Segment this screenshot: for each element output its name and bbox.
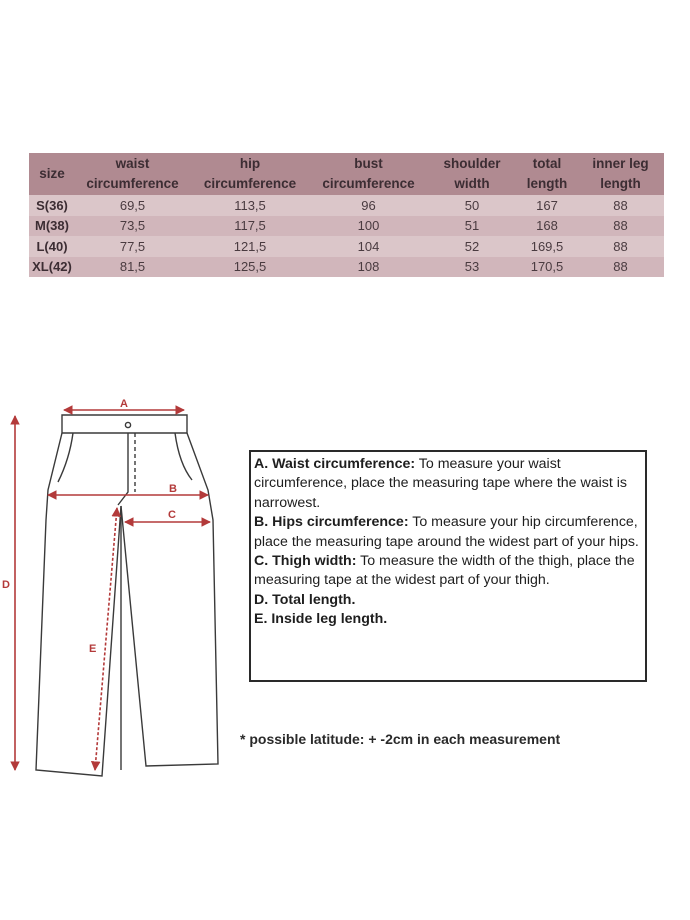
header-inner-leg: inner leg length [592,156,649,191]
header-size: size [39,166,65,181]
table-cell: 170,5 [530,259,564,275]
size-chart-header-row [29,153,664,195]
trousers-measurement-diagram [0,390,240,780]
table-cell: 88 [613,218,628,234]
label-c: C [168,509,176,521]
measure-lines [15,410,210,770]
table-cell: 77,5 [119,238,146,254]
label-d: D [2,579,10,591]
table-row [29,236,664,257]
table-cell: 51 [464,218,480,234]
table-cell: 81,5 [119,259,146,275]
instruction-thigh: C. Thigh width: To measure the width of the thigh, place the measuring tape at the widest part of your thigh. [254,553,635,589]
header-waist: waist circumference [86,156,179,191]
size-chart-table [29,153,664,277]
table-cell: 108 [357,259,380,275]
measure-labels [2,398,177,655]
header-hip: hip circumference [203,156,297,191]
table-cell: 167 [536,197,558,213]
table-row [29,257,664,278]
table-cell: 69,5 [119,197,146,213]
header-shoulder: shoulder width [443,156,501,191]
table-row [29,216,664,237]
instruction-waist: A. Waist circumference: To measure your waist circumference, place the measuring tape where the waist is narrowest. [254,456,627,511]
tolerance-note: * possible latitude: + -2cm in each measurement [240,731,561,747]
label-e: E [89,643,97,655]
instruction-hips: B. Hips circumference: To measure your hip circumference, place the measuring tape around the widest part of your hips. [254,514,639,550]
table-cell: 53 [464,259,480,275]
table-cell: 121,5 [233,238,267,254]
table-cell: 117,5 [234,218,266,234]
table-cell: 50 [464,197,480,213]
header-bust: bust circumference [322,156,415,191]
table-cell: 104 [357,238,380,254]
table-cell: 100 [357,218,380,234]
size-label: L(40) [36,238,68,254]
measure-e [95,508,117,770]
label-a: A [120,398,128,410]
instruction-inside-leg: E. Inside leg length. [254,611,388,628]
table-cell: 169,5 [530,238,564,254]
table-cell: 113,5 [234,197,266,213]
table-row [29,195,664,216]
table-cell: 88 [613,197,628,213]
label-b: B [169,483,177,495]
table-cell: 52 [464,238,480,254]
header-total-length: total length [526,156,568,191]
table-cell: 96 [361,197,376,213]
table-cell: 168 [536,218,558,234]
trousers-outline [36,415,218,776]
table-cell: 125,5 [233,259,267,275]
size-label: S(36) [36,197,68,213]
size-label: M(38) [35,218,69,234]
size-label: XL(42) [32,259,72,275]
table-cell: 73,5 [119,218,146,234]
table-cell: 88 [613,259,628,275]
table-cell: 88 [613,238,628,254]
measurement-instructions-box [249,450,647,682]
instruction-total-length: D. Total length. [254,591,356,608]
